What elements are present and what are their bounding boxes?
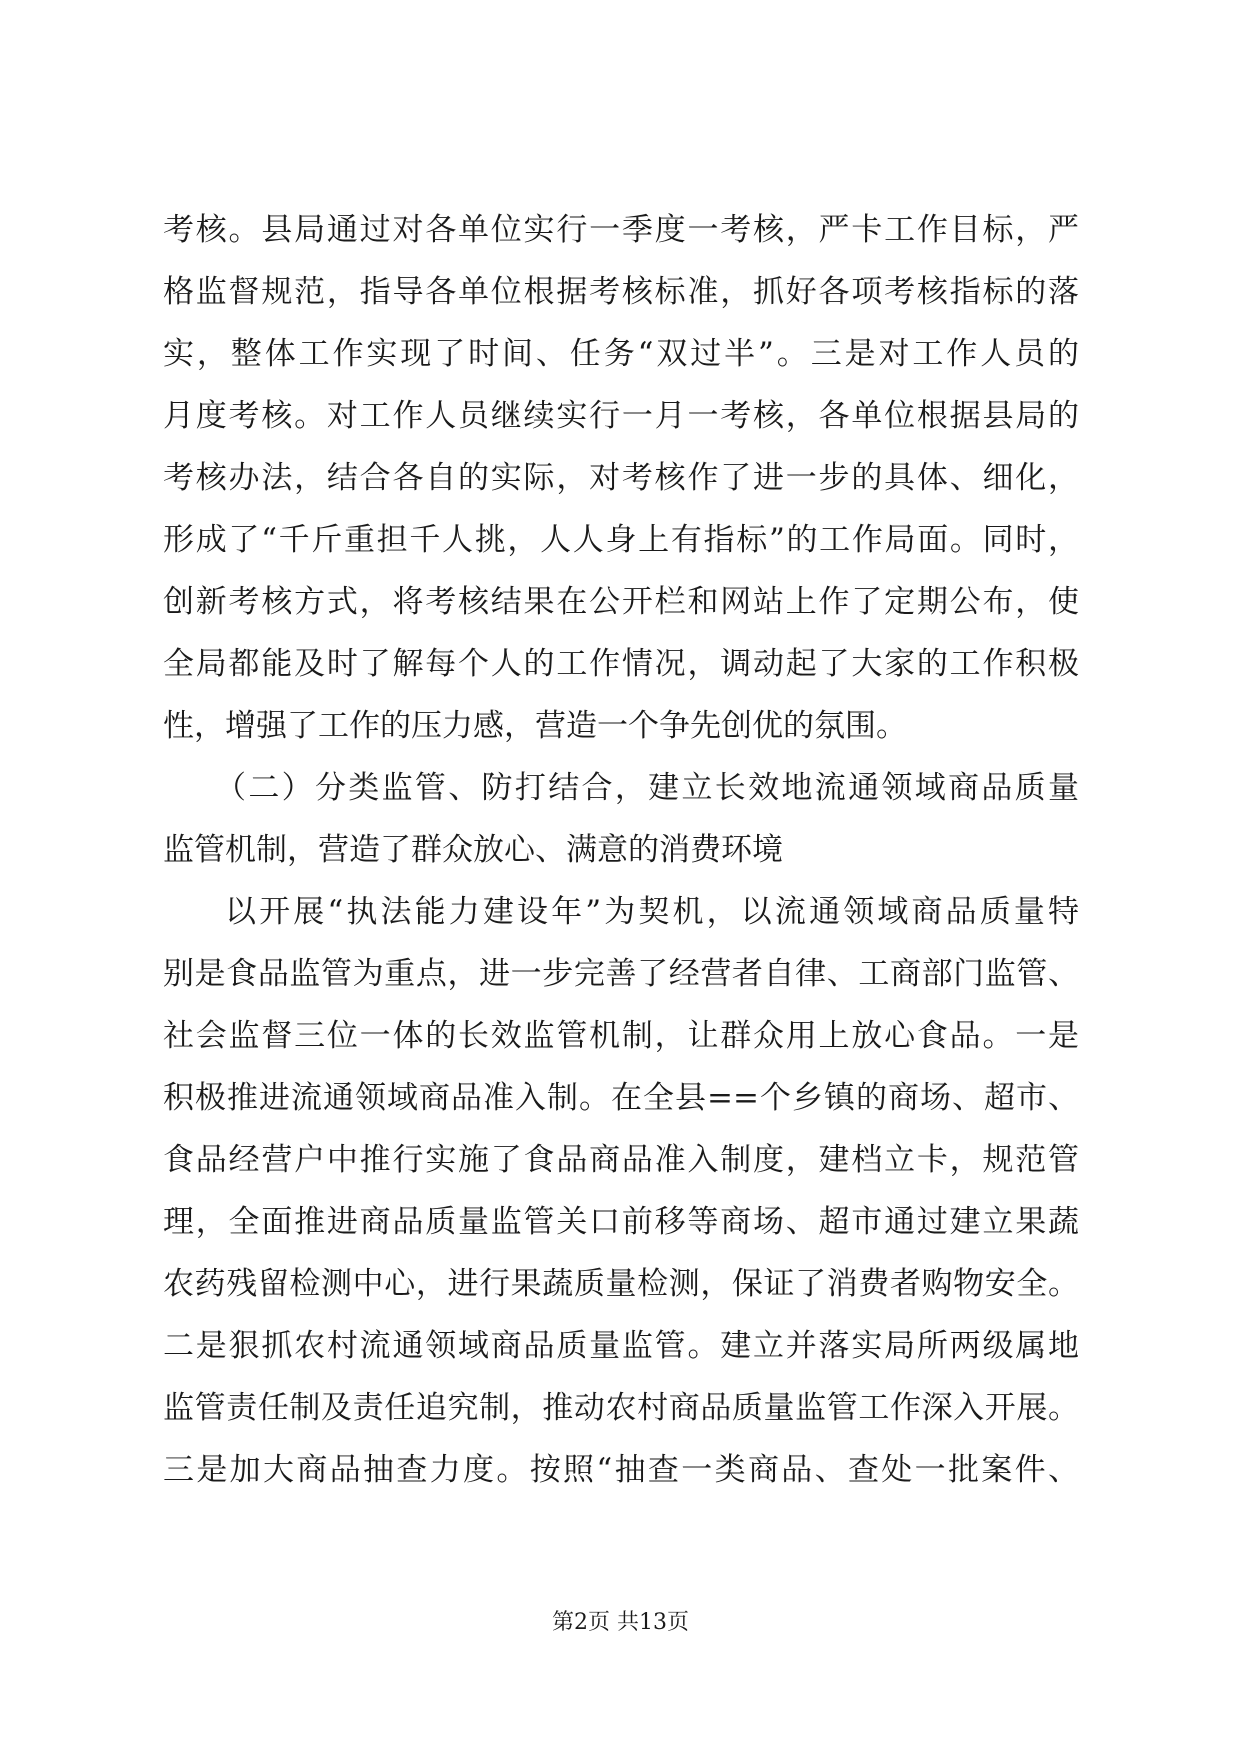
text-line: 社会监督三位一体的长效监管机制，让群众用上放心食品。一是 [163,1018,1079,1054]
text-line: 性，增强了工作的压力感，营造一个争先创优的氛围。 [163,708,907,744]
section-heading-line: （二）分类监管、防打结合，建立长效地流通领域商品质量 [215,770,1079,806]
text-line: 理，全面推进商品质量监管关口前移等商场、超市通过建立果蔬 [163,1204,1079,1240]
paragraph-first-line: 以开展“执法能力建设年”为契机，以流通领域商品质量特 [225,894,1079,930]
page-number-footer: 第2页 共13页 [552,1610,689,1635]
text-line: 月度考核。对工作人员继续实行一月一考核，各单位根据县局的 [163,398,1079,434]
text-line: 实，整体工作实现了时间、任务“双过半”。三是对工作人员的 [163,336,1079,372]
text-line: 别是食品监管为重点，进一步完善了经营者自律、工商部门监管、 [163,956,1079,992]
text-line: 食品经营户中推行实施了食品商品准入制度，建档立卡，规范管 [163,1142,1079,1178]
text-line: 格监督规范，指导各单位根据考核标准，抓好各项考核指标的落 [163,274,1079,310]
text-line: 三是加大商品抽查力度。按照“抽查一类商品、查处一批案件、 [163,1452,1079,1488]
text-line: 二是狠抓农村流通领域商品质量监管。建立并落实局所两级属地 [163,1328,1079,1364]
text-line: 积极推进流通领域商品准入制。在全县==个乡镇的商场、超市、 [163,1080,1079,1116]
text-line: 全局都能及时了解每个人的工作情况，调动起了大家的工作积极 [163,646,1079,682]
text-line: 农药残留检测中心，进行果蔬质量检测，保证了消费者购物安全。 [163,1266,1079,1302]
section-heading-line: 监管机制，营造了群众放心、满意的消费环境 [163,832,783,868]
text-line: 考核办法，结合各自的实际，对考核作了进一步的具体、细化， [163,460,1079,496]
text-line: 监管责任制及责任追究制，推动农村商品质量监管工作深入开展。 [163,1390,1079,1426]
text-line: 考核。县局通过对各单位实行一季度一考核，严卡工作目标，严 [163,212,1079,248]
text-line: 创新考核方式，将考核结果在公开栏和网站上作了定期公布，使 [163,584,1079,620]
text-line: 形成了“千斤重担千人挑，人人身上有指标”的工作局面。同时， [163,522,1079,558]
